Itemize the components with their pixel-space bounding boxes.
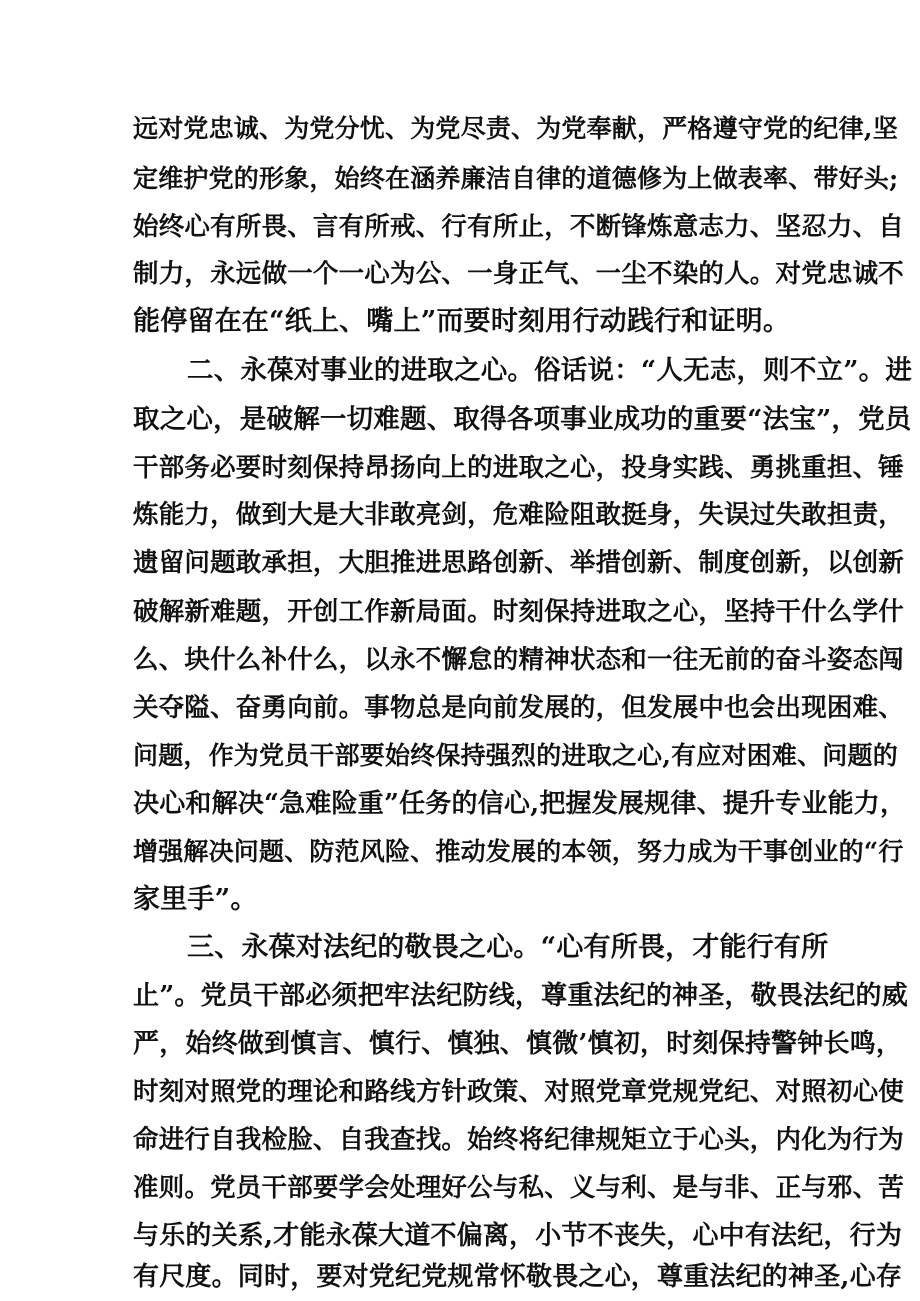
text-line: 破解新难题，开创工作新局面。时刻保持进取之心，坚持干什么学什 — [133, 597, 905, 627]
text-line: 遗留问题敢承担，大胆推进思路创新、举措创新、制度创新，以创新 — [133, 548, 905, 578]
text-line: 制力，永远做一个一心为公、一身正气、一尘不染的人。对党忠诚不 — [133, 259, 905, 289]
text-line: 增强解决问题、防范风险、推动发展的本领，努力成为干事创业的“行 — [133, 837, 904, 866]
paragraph-heading: 二、永葆对事业的进取之心。俗话说：“人无志，则不立”。进 — [187, 355, 913, 386]
text-line: 取之心，是破解一切难题、取得各项事业成功的重要“法宝”，党员 — [133, 404, 912, 435]
text-line: 准则。党员干部要学会处理好公与私、义与利、是与非、正与邪、苦 — [133, 1173, 905, 1203]
text-line: 定维护党的形象，始终在涵养廉洁自律的道德修为上做表率、带好头; — [133, 164, 899, 193]
text-line: 能停留在在“纸上、嘴上”而要时刻用行动践行和证明。 — [133, 306, 791, 337]
text-line: 时刻对照党的理论和路线方针政策、对照党章党规党纪、对照初心使 — [133, 1077, 905, 1107]
text-line: 始终心有所畏、言有所戒、行有所止，不断锋炼意志力、坚忍力、自 — [133, 212, 905, 242]
text-line: 炼能力，做到大是大非敢亮剑，危难险阻敢挺身，失误过失敢担责， — [133, 500, 905, 530]
text-line: 问题，作为党员干部要始终保持强烈的进取之心,有应对困难、问题的 — [133, 741, 898, 770]
text-line: 严，始终做到慎言、慎行、慎独、慎微’慎初，时刻保持警钟长鸣， — [133, 1029, 903, 1059]
text-line: 么、块什么补什么，以永不懈怠的精神状态和一往无前的奋斗姿态闯 — [133, 645, 905, 675]
text-line: 止”。党员干部必须把牢法纪防线，尊重法纪的神圣，敬畏法纪的威 — [133, 981, 908, 1011]
text-line: 有尺度。同时，要对党纪党规常怀敬畏之心，尊重法纪的神圣,心存 — [133, 1262, 903, 1292]
text-line: 决心和解决“急难险重”任务的信心,把握发展规律、提升专业能力， — [133, 789, 907, 819]
text-line: 远对党忠诚、为党分忧、为党尽责、为党奉献，严格遵守党的纪律,坚 — [133, 114, 898, 143]
paragraph-heading: 三、永葆对法纪的敬畏之心。“心有所畏，才能行有所 — [187, 932, 829, 963]
text-line: 家里手”。 — [133, 884, 258, 915]
text-line: 关夺隘、奋勇向前。事物总是向前发展的，但发展中也会出现困难、 — [133, 693, 905, 723]
text-line: 与乐的关系,才能永葆大道不偏离，小节不丧失，心中有法纪，行为 — [133, 1221, 903, 1251]
text-line: 干部务必要时刻保持昂扬向上的进取之心，投身实践、勇挑重担、锤 — [133, 453, 905, 483]
text-line: 命进行自我检脸、自我查找。始终将纪律规矩立于心头，内化为行为 — [133, 1125, 905, 1155]
